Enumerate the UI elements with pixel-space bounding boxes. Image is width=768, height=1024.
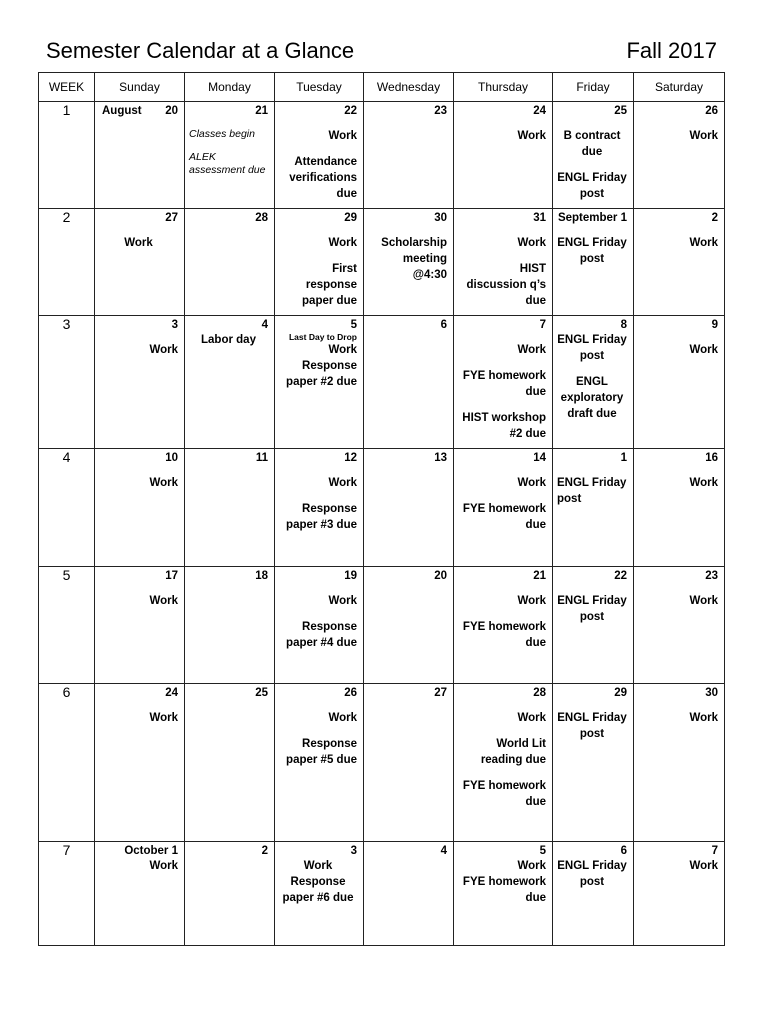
day-number: 14 (533, 452, 546, 464)
day-number: 30 (705, 687, 718, 699)
calendar-note: Last Day to Drop (288, 332, 357, 342)
week-number: 3 (39, 316, 95, 449)
calendar-note: Classes begin (189, 128, 255, 140)
day-number: 10 (165, 452, 178, 464)
day-notes (553, 475, 633, 507)
column-header-thursday: Thursday (454, 73, 553, 102)
day-notes (275, 475, 363, 533)
calendar-note: World Lit reading due (480, 738, 546, 766)
day-notes (95, 710, 184, 726)
day-cell-sunday (95, 316, 185, 449)
calendar-note: Work (149, 595, 178, 607)
day-notes (454, 475, 552, 533)
calendar-note: First response paper due (302, 263, 357, 307)
calendar-note: ENGL exploratory draft due (560, 376, 624, 420)
column-header-tuesday: Tuesday (275, 73, 364, 102)
day-notes (454, 235, 552, 309)
day-cell-tuesday (275, 316, 364, 449)
day-number: 6 (620, 845, 627, 857)
day-notes (275, 128, 363, 202)
day-number: 8 (620, 319, 627, 331)
week-number: 4 (39, 449, 95, 567)
calendar-note: Work (517, 860, 546, 872)
day-notes (95, 342, 184, 358)
day-notes (634, 128, 724, 144)
calendar-note: Work (517, 477, 546, 489)
day-number: 4 (261, 319, 268, 331)
day-cell-wednesday (364, 316, 454, 449)
calendar-note: Work (517, 712, 546, 724)
column-header-wednesday: Wednesday (364, 73, 454, 102)
calendar-note: Work (149, 477, 178, 489)
calendar-note: ENGL Friday post (557, 860, 627, 888)
day-cell-sunday (95, 567, 185, 684)
calendar-note: ENGL Friday post (557, 237, 627, 265)
day-number: 2 (261, 845, 268, 857)
day-number: 13 (434, 452, 447, 464)
day-notes (275, 235, 363, 309)
day-number: 26 (344, 687, 357, 699)
day-cell-tuesday (275, 567, 364, 684)
day-notes (634, 710, 724, 726)
day-cell-wednesday (364, 567, 454, 684)
day-cell-monday (185, 449, 275, 567)
day-cell-wednesday (364, 684, 454, 842)
calendar-note: ALEK assessment due (189, 151, 266, 176)
day-cell-monday (185, 684, 275, 842)
day-number: 28 (533, 687, 546, 699)
day-cell-saturday (634, 316, 725, 449)
day-notes (275, 858, 363, 906)
day-number: 24 (165, 687, 178, 699)
calendar-note: Work (149, 860, 178, 872)
day-cell-wednesday (364, 449, 454, 567)
week-number: 5 (39, 567, 95, 684)
day-number: 22 (614, 570, 627, 582)
calendar-note: Work (517, 130, 546, 142)
day-cell-saturday (634, 102, 725, 209)
calendar-note: Scholarship meeting @4:30 (381, 237, 447, 281)
calendar-note: Work (517, 595, 546, 607)
day-cell-tuesday (275, 449, 364, 567)
day-number: 25 (614, 105, 627, 117)
day-notes (95, 593, 184, 609)
day-notes (454, 710, 552, 810)
day-number: 9 (711, 319, 718, 331)
day-notes (553, 332, 633, 422)
day-cell-wednesday (364, 842, 454, 946)
day-number: 5 (539, 845, 546, 857)
day-notes (634, 858, 724, 874)
calendar-note: Work (303, 860, 333, 872)
calendar-note: Work (689, 344, 718, 356)
calendar-note: Work (328, 130, 357, 142)
day-cell-friday (553, 567, 634, 684)
day-notes (95, 475, 184, 491)
day-cell-tuesday (275, 209, 364, 316)
day-notes (634, 475, 724, 491)
calendar-note: B contract due (563, 130, 621, 158)
day-cell-saturday (634, 842, 725, 946)
day-cell-tuesday (275, 102, 364, 209)
day-number: 25 (255, 687, 268, 699)
day-cell-saturday (634, 449, 725, 567)
calendar-note: HIST workshop #2 due (462, 412, 546, 440)
day-cell-thursday (454, 567, 553, 684)
day-number: 11 (255, 452, 268, 464)
day-cell-wednesday (364, 209, 454, 316)
calendar-note: Response paper #3 due (286, 503, 357, 531)
day-number: 7 (711, 845, 718, 857)
day-cell-tuesday (275, 842, 364, 946)
calendar-note: Work (149, 712, 178, 724)
day-notes (553, 128, 633, 202)
column-header-week: WEEK (39, 73, 95, 102)
column-header-friday: Friday (553, 73, 634, 102)
day-number: 16 (705, 452, 718, 464)
day-cell-thursday (454, 684, 553, 842)
day-notes (454, 593, 552, 651)
calendar-note: Work (517, 344, 546, 356)
day-number: 7 (539, 319, 546, 331)
day-number: 1 (620, 452, 627, 464)
day-notes (553, 235, 633, 267)
day-number: 30 (434, 212, 447, 224)
week-number: 1 (39, 102, 95, 209)
calendar-note: Work (328, 477, 357, 489)
calendar-note: ENGL Friday post (557, 595, 627, 623)
calendar-note: Response paper #2 due (286, 360, 357, 388)
day-number: 12 (344, 452, 357, 464)
calendar-note: Labor day (201, 334, 256, 346)
calendar-note: ENGL Friday post (557, 712, 627, 740)
day-number: 3 (350, 845, 357, 857)
day-notes (364, 235, 453, 283)
day-notes (553, 710, 633, 742)
day-cell-monday (185, 209, 275, 316)
calendar-note: Attendance verifications due (289, 156, 357, 200)
calendar-note: Response paper #4 due (286, 621, 357, 649)
day-notes (185, 332, 274, 348)
day-cell-thursday (454, 209, 553, 316)
day-cell-thursday (454, 102, 553, 209)
day-number: 26 (705, 105, 718, 117)
day-cell-friday (553, 684, 634, 842)
day-number: 5 (350, 319, 357, 331)
day-notes (634, 593, 724, 609)
calendar-note: Work (124, 237, 153, 249)
calendar-note: ENGL Friday post (557, 172, 627, 200)
day-notes (95, 858, 184, 874)
day-notes (95, 235, 184, 251)
calendar-note: HIST discussion q’s due (466, 263, 546, 307)
day-cell-thursday (454, 842, 553, 946)
day-number: 3 (171, 319, 178, 331)
day-number: 17 (165, 570, 178, 582)
page-title: Semester Calendar at a Glance (46, 38, 355, 63)
day-notes (185, 128, 274, 177)
day-number: 27 (165, 212, 178, 224)
day-cell-friday (553, 842, 634, 946)
week-number: 7 (39, 842, 95, 946)
day-number: 18 (255, 570, 268, 582)
day-number: 22 (344, 105, 357, 117)
day-cell-friday (553, 209, 634, 316)
day-cell-sunday (95, 684, 185, 842)
calendar-body (39, 102, 725, 946)
calendar-note: FYE homework due (462, 876, 546, 904)
day-number: September 1 (557, 212, 627, 224)
column-header-saturday: Saturday (634, 73, 725, 102)
day-number: 20 (165, 105, 178, 117)
day-notes (553, 858, 633, 890)
calendar-note: Work (689, 860, 718, 872)
week-row (39, 567, 725, 684)
day-number: 29 (344, 212, 357, 224)
calendar-note: FYE homework due (462, 370, 546, 398)
day-notes (275, 332, 363, 390)
week-row (39, 684, 725, 842)
column-header-monday: Monday (185, 73, 275, 102)
day-cell-sunday (95, 102, 185, 209)
week-row (39, 209, 725, 316)
day-number: 27 (434, 687, 447, 699)
calendar-note: Work (328, 237, 357, 249)
calendar-note: Work (689, 237, 718, 249)
calendar-note: Work (689, 712, 718, 724)
term-label: Fall 2017 (626, 38, 717, 63)
week-row (39, 316, 725, 449)
day-cell-saturday (634, 209, 725, 316)
calendar-note: Response paper #5 due (286, 738, 357, 766)
day-notes (634, 342, 724, 358)
calendar-note: ENGL Friday post (557, 334, 627, 362)
day-cell-friday (553, 449, 634, 567)
day-cell-monday (185, 567, 275, 684)
day-number: 28 (255, 212, 268, 224)
day-cell-friday (553, 102, 634, 209)
calendar-note: Work (689, 595, 718, 607)
column-header-sunday: Sunday (95, 73, 185, 102)
week-row (39, 449, 725, 567)
day-number: 21 (533, 570, 546, 582)
week-number: 2 (39, 209, 95, 316)
day-cell-saturday (634, 567, 725, 684)
day-notes (634, 235, 724, 251)
day-cell-saturday (634, 684, 725, 842)
calendar-note: Work (689, 130, 718, 142)
day-number: 21 (255, 105, 268, 117)
day-cell-friday (553, 316, 634, 449)
day-cell-thursday (454, 316, 553, 449)
day-cell-monday (185, 316, 275, 449)
calendar-note: ENGL Friday post (557, 477, 627, 505)
day-notes (275, 593, 363, 651)
calendar-note: Work (149, 344, 178, 356)
calendar-header-row (39, 73, 725, 102)
calendar-note: Response paper #6 due (282, 876, 354, 904)
day-notes (454, 858, 552, 906)
day-number: 20 (434, 570, 447, 582)
day-cell-sunday (95, 449, 185, 567)
day-number: 24 (533, 105, 546, 117)
day-number: October 1 (124, 845, 178, 857)
day-cell-wednesday (364, 102, 454, 209)
day-number: 29 (614, 687, 627, 699)
week-row (39, 102, 725, 209)
day-number: 19 (344, 570, 357, 582)
day-cell-tuesday (275, 684, 364, 842)
day-notes (454, 128, 552, 144)
day-number: 23 (434, 105, 447, 117)
week-number: 6 (39, 684, 95, 842)
day-cell-monday (185, 842, 275, 946)
month-label: August (102, 105, 142, 117)
day-number: 4 (440, 845, 447, 857)
calendar-note: FYE homework due (462, 621, 546, 649)
calendar-note: Work (328, 712, 357, 724)
calendar-table (38, 72, 725, 946)
day-notes (553, 593, 633, 625)
calendar-note: FYE homework due (462, 503, 546, 531)
day-number: 31 (533, 212, 546, 224)
day-cell-thursday (454, 449, 553, 567)
day-cell-monday (185, 102, 275, 209)
day-number: 2 (711, 212, 718, 224)
day-notes (275, 710, 363, 768)
day-cell-sunday (95, 209, 185, 316)
day-cell-sunday (95, 842, 185, 946)
calendar-note: Work (328, 344, 357, 356)
week-row (39, 842, 725, 946)
day-notes (454, 342, 552, 442)
calendar-note: Work (689, 477, 718, 489)
calendar-note: FYE homework due (462, 780, 546, 808)
calendar-note: Work (517, 237, 546, 249)
calendar-note: Work (328, 595, 357, 607)
day-number: 6 (440, 319, 447, 331)
day-number: 23 (705, 570, 718, 582)
